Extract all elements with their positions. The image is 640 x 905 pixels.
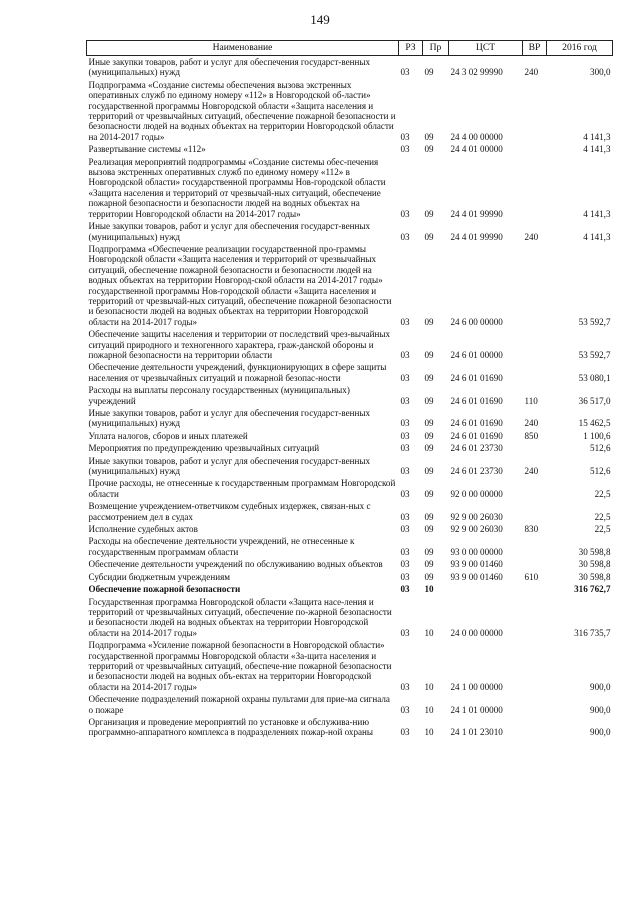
row-pr: 10	[424, 704, 434, 715]
row-sum: 4 141,3	[583, 231, 611, 242]
row-name: Подпрограмма «Усиление пожарной безопасности в Новгородской области» государственной программы Новгородской области «За-щита населения и территорий от чрезвычайных ситуаций, обеспече-ние пожарной безопасности и безопасности людей на водных объ-ектах на территории Новгородской области на 2014-2017 годы»	[88, 640, 392, 692]
row-vr: 240	[524, 418, 539, 429]
table-row	[87, 328, 613, 361]
row-cst: 24 4 00 00000	[450, 131, 503, 142]
row-rz: 03	[400, 131, 410, 142]
table-row	[87, 407, 613, 430]
row-rz: 03	[400, 395, 410, 406]
row-rz: 03	[400, 584, 410, 595]
row-rz: 03	[400, 524, 410, 535]
row-cst: 24 6 01 23730	[450, 466, 503, 477]
table-row	[87, 79, 613, 143]
table-row	[87, 56, 613, 79]
table-row	[87, 500, 613, 523]
row-sum: 22,5	[594, 511, 611, 522]
row-rz: 03	[400, 67, 410, 78]
row-rz: 03	[400, 372, 410, 383]
row-rz: 03	[400, 681, 410, 692]
row-cst: 24 3 02 99990	[450, 67, 503, 78]
row-rz: 03	[400, 511, 410, 522]
row-cst: 24 6 01 23730	[450, 443, 503, 454]
row-sum: 1 100,6	[583, 430, 611, 441]
table-row	[87, 455, 613, 478]
row-cst: 24 4 01 99990	[450, 208, 503, 219]
row-sum: 900,0	[590, 704, 611, 715]
table-row	[87, 430, 613, 442]
row-vr	[523, 361, 547, 384]
row-rz: 03	[400, 208, 410, 219]
row-rz: 03	[400, 546, 410, 557]
row-name: Расходы на обеспечение деятельности учреждений, не отнесенные к государственным программам области	[88, 536, 355, 557]
row-pr: 09	[424, 144, 434, 155]
row-pr: 09	[424, 466, 434, 477]
row-rz: 03	[400, 571, 410, 582]
row-rz: 03	[400, 316, 410, 327]
row-name: Уплата налогов, сборов и иных платежей	[88, 430, 248, 441]
row-cst: 24 0 00 00000	[450, 627, 503, 638]
row-sum: 300,0	[590, 67, 611, 78]
row-name: Прочие расходы, не отнесенные к государственным программам Новгородской области	[88, 478, 396, 499]
table-row	[87, 523, 613, 535]
row-vr: 240	[524, 466, 539, 477]
row-cst: 24 6 00 00000	[450, 316, 503, 327]
row-vr	[523, 143, 547, 155]
row-sum: 4 141,3	[583, 144, 611, 155]
row-vr	[523, 583, 547, 595]
row-sum: 4 141,3	[583, 131, 611, 142]
table-row	[87, 156, 613, 220]
row-sum: 30 598,8	[578, 571, 611, 582]
row-name: Организация и проведение мероприятий по установке и обслужива-нию программно-аппаратного комплекса в подразделениях пожар-ной охраны	[88, 716, 374, 738]
header-sum: 2016 год	[547, 41, 613, 56]
row-vr	[523, 477, 547, 500]
row-sum: 316 762,7	[574, 584, 611, 595]
row-cst: 93 9 00 01460	[450, 571, 503, 582]
table-row	[87, 558, 613, 570]
row-sum: 512,6	[590, 466, 611, 477]
row-name: Обеспечение деятельности учреждений по обслуживанию водных объектов	[88, 559, 383, 570]
row-vr	[523, 500, 547, 523]
row-pr: 09	[424, 208, 434, 219]
row-name: Иные закупки товаров, работ и услуг для обеспечения государст-венных (муниципальных) нужд	[88, 57, 371, 78]
row-rz: 03	[400, 144, 410, 155]
row-pr: 10	[424, 627, 434, 638]
row-name: Государственная программа Новгородской области «Защита насе-ления и территорий от чрезвычайных ситуаций, обеспечение по-жарной безопасности и безопасности людей на водных объектах на территории Новгородской области на 2014-2017 годы»	[88, 596, 392, 638]
row-vr	[523, 716, 547, 739]
row-sum: 30 598,8	[578, 559, 611, 570]
row-sum: 316 735,7	[574, 627, 611, 638]
row-vr	[523, 558, 547, 570]
row-vr	[523, 79, 547, 143]
row-vr: 240	[524, 67, 539, 78]
row-pr: 09	[424, 131, 434, 142]
row-pr: 10	[424, 727, 434, 738]
row-name: Обеспечение подразделений пожарной охраны пультами для прие-ма сигнала о пожаре	[88, 694, 390, 715]
table-row	[87, 596, 613, 640]
row-rz: 03	[400, 418, 410, 429]
header-vr: ВР	[523, 41, 547, 56]
row-sum: 36 517,0	[578, 395, 611, 406]
row-rz: 03	[400, 349, 410, 360]
row-cst: 92 0 00 00000	[450, 488, 503, 499]
row-name: Обеспечение пожарной безопасности	[88, 584, 241, 595]
row-cst: 24 1 01 23010	[450, 727, 503, 738]
row-pr: 09	[424, 559, 434, 570]
table-row	[87, 143, 613, 155]
row-sum: 53 592,7	[578, 349, 611, 360]
table-row	[87, 535, 613, 558]
table-row	[87, 220, 613, 243]
row-rz: 03	[400, 430, 410, 441]
row-vr: 110	[524, 395, 538, 406]
row-name: Возмещение учреждением-ответчиком судебных издержек, связан-ных с рассмотрением дел в судах	[88, 501, 371, 522]
budget-table	[86, 40, 613, 739]
row-vr	[523, 596, 547, 640]
page-number: 149	[310, 12, 330, 27]
row-name: Обеспечение деятельности учреждений, функционирующих в сфере защиты населения от чрезвычайных ситуаций и пожарной безопас-ности	[88, 362, 387, 383]
row-pr: 09	[424, 546, 434, 557]
row-cst: 24 6 01 00000	[450, 349, 503, 360]
row-sum: 15 462,5	[578, 418, 611, 429]
row-name: Расходы на выплаты персоналу государственных (муниципальных) учреждений	[88, 385, 350, 406]
row-sum: 900,0	[590, 681, 611, 692]
row-cst: 24 4 01 00000	[450, 144, 503, 155]
row-pr: 09	[424, 372, 434, 383]
table-row	[87, 583, 613, 595]
row-cst: 24 6 01 01690	[450, 430, 503, 441]
row-sum: 512,6	[590, 443, 611, 454]
row-sum: 22,5	[594, 488, 611, 499]
row-name: Обеспечение защиты населения и территории от последствий чрез-вычайных ситуаций природного и техногенного характера, граж-данской обороны и пожарной безопасности на территории области	[88, 329, 391, 360]
row-pr: 09	[424, 67, 434, 78]
row-vr: 830	[524, 524, 539, 535]
row-cst: 93 0 00 00000	[450, 546, 503, 557]
row-pr: 10	[424, 584, 434, 595]
row-cst: 93 9 00 01460	[450, 559, 503, 570]
row-rz: 03	[400, 559, 410, 570]
row-name: Иные закупки товаров, работ и услуг для обеспечения государст-венных (муниципальных) нужд	[88, 408, 371, 429]
header-pr: Пр	[423, 41, 449, 56]
row-pr: 09	[424, 395, 434, 406]
header-rz: РЗ	[399, 41, 423, 56]
row-cst: 92 9 00 26030	[450, 524, 503, 535]
row-vr	[523, 328, 547, 361]
row-cst: 24 1 00 00000	[450, 681, 503, 692]
row-sum: 4 141,3	[583, 208, 611, 219]
row-pr: 09	[424, 231, 434, 242]
row-cst: 24 6 01 01690	[450, 372, 503, 383]
table-row	[87, 442, 613, 454]
header-name: Наименование	[87, 41, 399, 56]
table-row	[87, 693, 613, 716]
row-rz: 03	[400, 727, 410, 738]
row-cst: 24 6 01 01690	[450, 418, 503, 429]
row-sum: 30 598,8	[578, 546, 611, 557]
row-name: Субсидии бюджетным учреждениям	[88, 571, 231, 582]
row-name: Подпрограмма «Создание системы обеспечения вызова экстренных оперативных служб по единому номеру «112» в Новгородской об-ласти» государственной программы Новгородской области «Защита населения и территорий от чрезвычайных ситуаций, обеспечение пожарной безопасности и безопасности людей на водных объектах на территории Новгородской области на 2014-2017 годы»	[88, 79, 396, 142]
table-row	[87, 716, 613, 739]
row-pr: 09	[424, 571, 434, 582]
row-vr	[523, 639, 547, 693]
row-pr: 09	[424, 524, 434, 535]
row-name: Развертывание системы «112»	[88, 144, 206, 155]
row-pr: 09	[424, 511, 434, 522]
row-vr	[523, 243, 547, 328]
row-name: Реализация мероприятий подпрограммы «Создание системы обес-печения вызова экстренных оперативных служб по единому номеру «112» в Новгородской области» государственной программы Нов-городской области «Защита населения и территорий от чрезвычай-ных ситуаций, обеспечение пожарной безопасности и безопасности людей на водных объектах на территории Новгородской области на 2014-2017 годы»	[88, 156, 386, 219]
row-cst: 24 1 01 00000	[450, 704, 503, 715]
table-header-row	[87, 41, 613, 56]
row-cst	[449, 583, 523, 595]
row-vr: 610	[524, 571, 539, 582]
table-row	[87, 384, 613, 407]
row-name: Исполнение судебных актов	[88, 524, 198, 535]
row-pr: 10	[424, 681, 434, 692]
row-rz: 03	[400, 704, 410, 715]
row-name: Иные закупки товаров, работ и услуг для обеспечения государст-венных (муниципальных) нужд	[88, 221, 371, 242]
row-rz: 03	[400, 231, 410, 242]
row-pr: 09	[424, 418, 434, 429]
row-rz: 03	[400, 466, 410, 477]
row-sum: 53 592,7	[578, 316, 611, 327]
row-vr	[523, 693, 547, 716]
row-vr: 850	[524, 430, 539, 441]
row-sum: 900,0	[590, 727, 611, 738]
row-pr: 09	[424, 349, 434, 360]
row-pr: 09	[424, 443, 434, 454]
row-pr: 09	[424, 316, 434, 327]
row-pr: 09	[424, 430, 434, 441]
table-row	[87, 639, 613, 693]
row-pr: 09	[424, 488, 434, 499]
table-row	[87, 477, 613, 500]
table-row	[87, 243, 613, 328]
row-cst: 24 4 01 99990	[450, 231, 503, 242]
row-name: Подпрограмма «Обеспечение реализации государственной про-граммы Новгородской области «Защита населения и территорий от чрезвычайных ситуаций, обеспечение пожарной безопасности и безопасности людей на водных объектах на территории Новгород-ской области на 2014-2017 годы» государственной программы Нов-городской области «Защита населения и территорий от чрезвычай-ных ситуаций, обеспечение пожарной безопасности и безопасности людей на водных объектах на территории Новгородской области на 2014-2017 годы»	[88, 243, 392, 327]
header-cst: ЦСТ	[449, 41, 523, 56]
row-vr	[523, 442, 547, 454]
row-rz: 03	[400, 488, 410, 499]
row-sum: 22,5	[594, 524, 611, 535]
row-sum: 53 080,1	[578, 372, 611, 383]
row-rz: 03	[400, 627, 410, 638]
row-vr	[523, 156, 547, 220]
row-cst: 24 6 01 01690	[450, 395, 503, 406]
row-name: Мероприятия по предупреждению чрезвычайных ситуаций	[88, 443, 320, 454]
row-vr: 240	[524, 231, 539, 242]
table-row	[87, 361, 613, 384]
row-rz: 03	[400, 443, 410, 454]
row-name: Иные закупки товаров, работ и услуг для обеспечения государст-венных (муниципальных) нужд	[88, 455, 371, 477]
row-vr	[523, 535, 547, 558]
table-row	[87, 571, 613, 583]
row-cst: 92 9 00 26030	[450, 511, 503, 522]
